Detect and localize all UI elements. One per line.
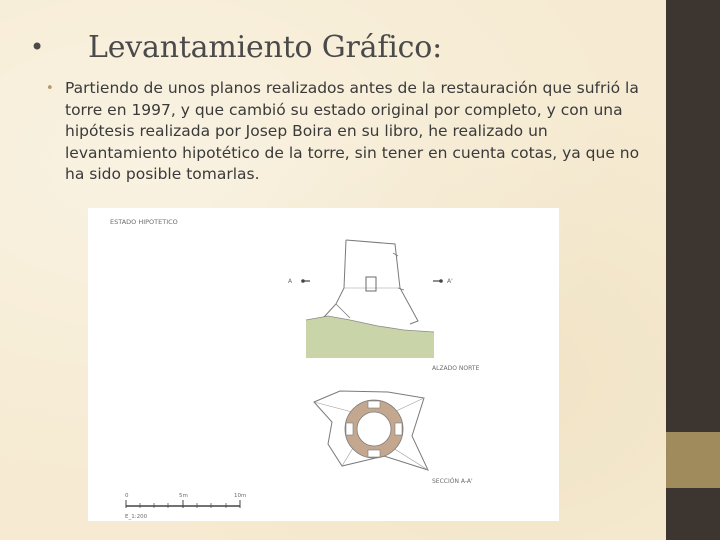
scale-note: E_1:200: [125, 514, 148, 520]
title-bullet: •: [30, 33, 45, 61]
section-plan: [314, 391, 473, 485]
slide-title: Levantamiento Gráfico:: [88, 29, 443, 65]
scale-tick-0: 0: [125, 493, 129, 499]
body-text: [46, 78, 646, 186]
tower-drawing: [88, 208, 559, 521]
right-side-accent: [666, 432, 720, 488]
scale-bar: [125, 493, 246, 520]
drawing-header: ESTADO HIPOTETICO: [110, 218, 178, 226]
north-elevation: [288, 240, 480, 372]
section-marker-right: A': [447, 278, 453, 285]
section-label: SECCIÓN A-A': [432, 478, 473, 485]
body-bullet: •: [46, 81, 54, 96]
section-marker-left: A: [288, 278, 293, 285]
scale-tick-5: 5m: [179, 493, 188, 499]
tower-outline: [346, 240, 418, 324]
body-paragraph: Partiendo de unos planos realizados antes de la restauración que sufrió la torre en 1997, y que cambió su estado original por completo, y con una hipótesis realizada por Josep Boira en su libro, he realizado un levantamiento hipotético de la torre, sin tener en cuenta cotas, ya que no ha sido posible tomarlas.: [65, 79, 640, 183]
elevation-label: ALZADO NORTE: [432, 365, 480, 372]
tower-window: [366, 277, 376, 291]
tower-drawing-svg: [88, 208, 559, 521]
title-row: [24, 22, 442, 72]
scale-tick-10: 10m: [234, 493, 247, 499]
